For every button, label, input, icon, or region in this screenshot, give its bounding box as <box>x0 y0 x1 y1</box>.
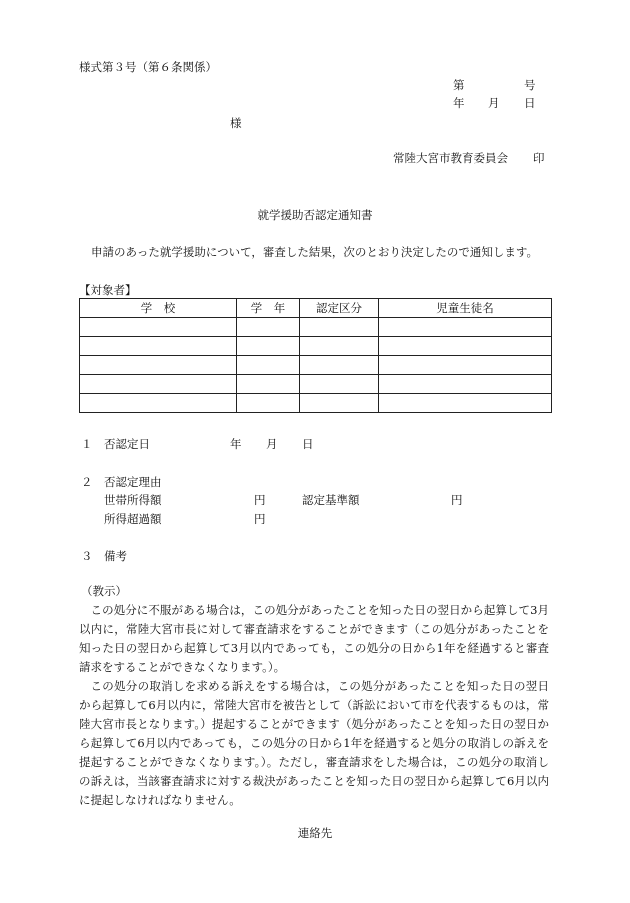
column-header-student-name: 児童生徒名 <box>379 299 552 318</box>
table-cell <box>237 356 300 375</box>
table-cell <box>80 375 237 394</box>
table-row <box>80 375 552 394</box>
item1-label: 否認定日 <box>104 437 150 451</box>
column-header-category: 認定区分 <box>300 299 379 318</box>
table-cell <box>379 337 552 356</box>
item1-year: 年 <box>230 437 242 451</box>
target-section-heading: 【対象者】 <box>79 283 137 297</box>
instruction-heading: （教示） <box>81 584 127 598</box>
target-table <box>79 298 552 413</box>
instruction-paragraph-2: この処分の取消しを求める訴えをする場合は，この処分があったことを知った日の翌日から起算して6月以内に，常陸大宮市を被告として（訴訟において市を代表するものは，常陸大宮市長となります。）提起することができます（処分があったことを知った日の翌日から起算して6月以内であっても，この処分の日から1年を経過すると処分の取消しの訴えを提起することができなくなります。）。ただし，審査請求をした場合は，この処分の取消しの訴えは，当該審査請求に対する裁決があったことを知った日の翌日から起算して6月以内に提起しなければなりません。 <box>79 679 549 807</box>
table-cell <box>300 318 379 337</box>
table-cell <box>80 356 237 375</box>
table-row <box>80 394 552 413</box>
table-cell <box>300 356 379 375</box>
standard-amount-yen: 円 <box>451 493 463 507</box>
household-income-label: 世帯所得額 <box>104 493 162 507</box>
table-cell <box>300 375 379 394</box>
standard-amount-label: 認定基準額 <box>302 493 360 507</box>
seal-mark: 印 <box>533 151 545 165</box>
table-cell <box>237 394 300 413</box>
issuer-name: 常陸大宮市教育委員会 <box>393 151 508 165</box>
addressee-honorific: 様 <box>230 116 242 130</box>
contact-label: 連絡先 <box>297 826 333 840</box>
intro-text: 申請のあった就学援助について，審査した結果，次のとおり決定したので通知します。 <box>91 245 539 259</box>
table-row <box>80 356 552 375</box>
table-header-row <box>80 299 552 318</box>
table-cell <box>379 356 552 375</box>
item3-number: ３ <box>81 549 93 563</box>
date-month: 月 <box>488 96 500 110</box>
item1-day: 日 <box>302 437 314 451</box>
excess-income-label: 所得超過額 <box>104 512 162 526</box>
instruction-body <box>79 601 549 810</box>
table-cell <box>237 375 300 394</box>
table-cell <box>237 318 300 337</box>
table-cell <box>80 337 237 356</box>
item2-number: ２ <box>81 475 93 489</box>
item3-label: 備考 <box>104 549 127 563</box>
doc-number-prefix: 第 <box>453 78 465 92</box>
table-cell <box>80 394 237 413</box>
table-cell <box>237 337 300 356</box>
doc-number-suffix: 号 <box>524 78 536 92</box>
column-header-grade: 学 年 <box>237 299 300 318</box>
item1-month: 月 <box>266 437 278 451</box>
table-row <box>80 337 552 356</box>
table-cell <box>300 337 379 356</box>
date-day: 日 <box>524 96 536 110</box>
column-header-school: 学 校 <box>80 299 237 318</box>
item2-label: 否認定理由 <box>104 475 162 489</box>
table-row <box>80 318 552 337</box>
table-cell <box>379 318 552 337</box>
excess-income-yen: 円 <box>254 512 266 526</box>
document-title: 就学援助否認定通知書 <box>257 208 373 222</box>
table-cell <box>379 394 552 413</box>
table-cell <box>80 318 237 337</box>
item1-number: １ <box>81 437 93 451</box>
household-income-yen: 円 <box>254 493 266 507</box>
table-cell <box>300 394 379 413</box>
table-cell <box>379 375 552 394</box>
form-label: 様式第３号（第６条関係） <box>79 60 217 74</box>
date-year: 年 <box>453 96 465 110</box>
instruction-paragraph-1: この処分に不服がある場合は，この処分があったことを知った日の翌日から起算して3月以内に，常陸大宮市長に対して審査請求をすることができます（この処分があったことを知った日の翌日から起算して3月以内であっても，この処分の日から1年を経過すると審査請求をすることができなくなります。）。 <box>79 603 549 674</box>
